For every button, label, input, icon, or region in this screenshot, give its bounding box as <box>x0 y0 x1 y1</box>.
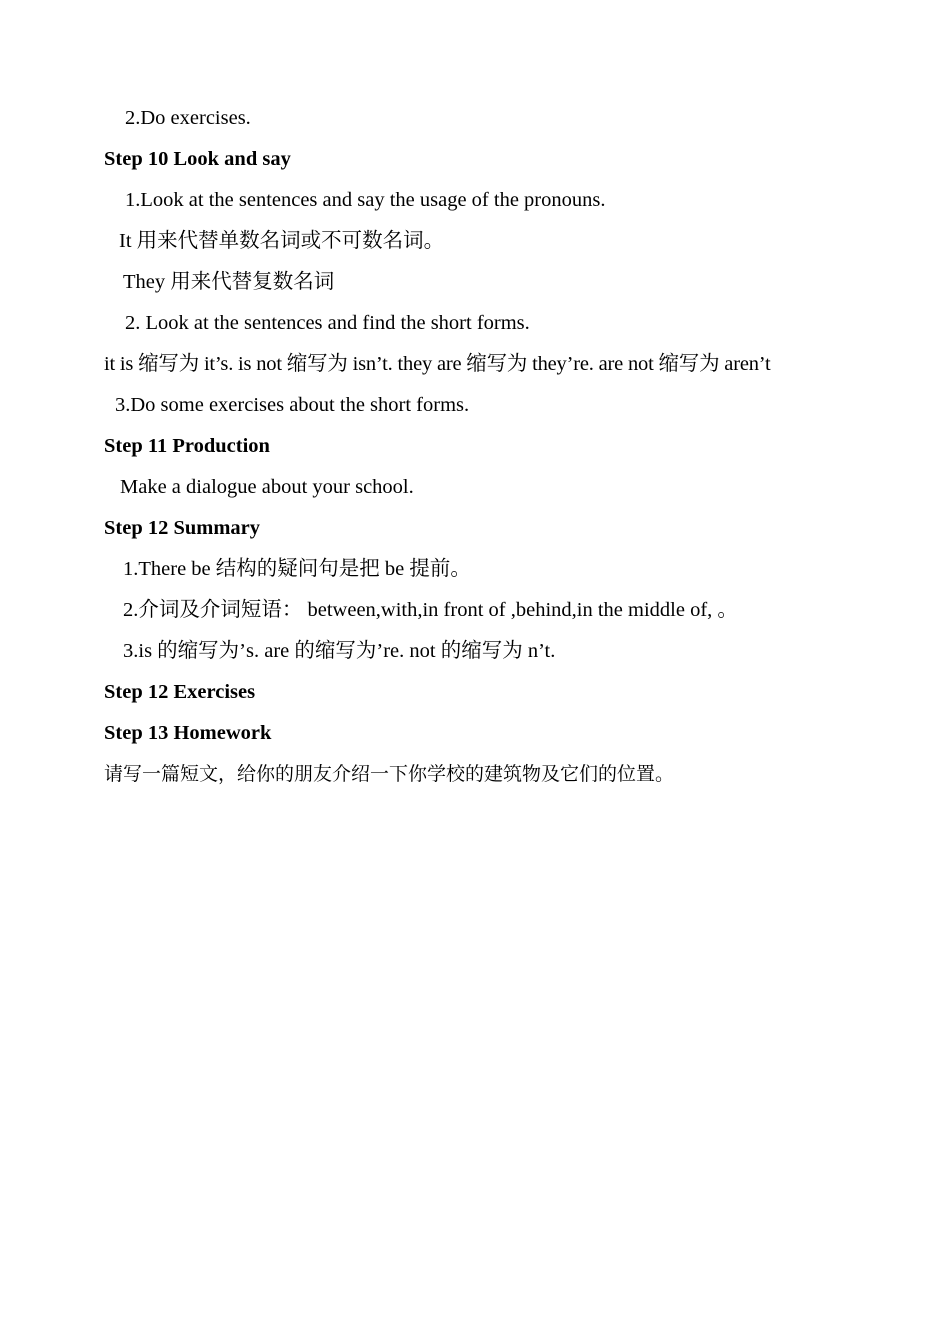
heading-step-12-summary: Step 12 Summary <box>104 517 261 539</box>
heading-step-13: Step 13 Homework <box>104 722 272 744</box>
heading-step-12-exercises: Step 12 Exercises <box>104 681 256 703</box>
text-line-summary-3: 3.is 的缩写为’s. are 的缩写为’re. not 的缩写为 n’t. <box>123 640 556 662</box>
text-line-it-usage: It 用来代替单数名词或不可数名词。 <box>119 230 445 252</box>
text-line-short-forms-exercises: 3.Do some exercises about the short forms. <box>115 394 470 416</box>
text-line-find-short-forms: 2. Look at the sentences and find the short forms. <box>125 312 530 334</box>
text-line-look-sentences: 1.Look at the sentences and say the usage of the pronouns. <box>125 189 606 211</box>
text-line-summary-2: 2.介词及介词短语： between,with,in front of ,behind,in the middle of, 。 <box>123 599 738 621</box>
text-line-they-usage: They 用来代替复数名词 <box>123 271 335 293</box>
text-line-make-dialogue: Make a dialogue about your school. <box>120 476 414 498</box>
text-line-short-forms-list: it is 缩写为 it’s. is not 缩写为 isn’t. they are 缩写为 they’re. are not 缩写为 aren’t <box>104 353 771 375</box>
heading-step-11: Step 11 Production <box>104 435 270 457</box>
heading-step-10: Step 10 Look and say <box>104 148 291 170</box>
text-line-do-exercises: 2.Do exercises. <box>125 107 251 129</box>
text-line-homework: 请写一篇短文，给你的朋友介绍一下你学校的建筑物及它们的位置。 <box>104 763 675 785</box>
text-line-summary-1: 1.There be 结构的疑问句是把 be 提前。 <box>123 558 471 580</box>
